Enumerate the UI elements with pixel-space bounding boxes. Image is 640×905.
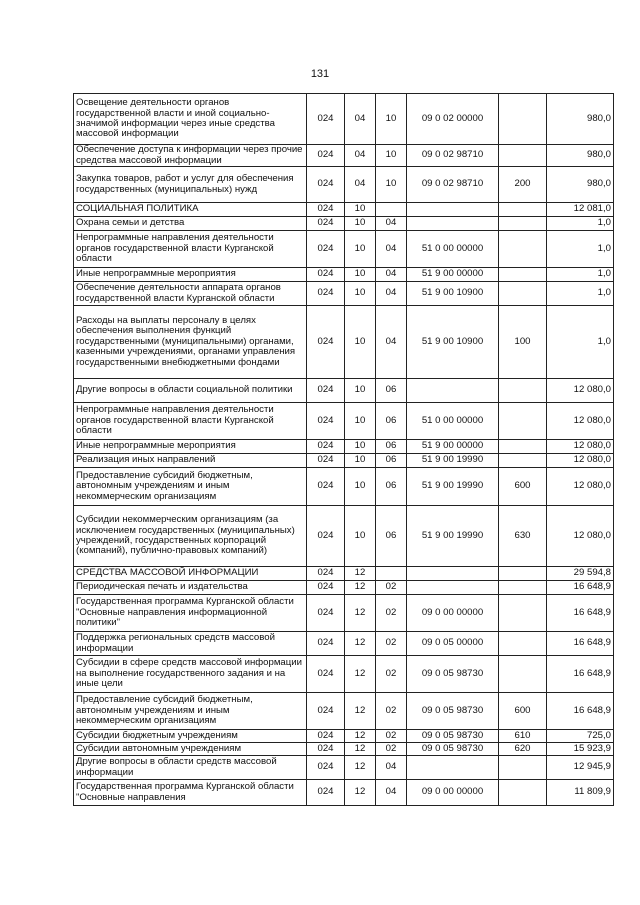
row-name: СОЦИАЛЬНАЯ ПОЛИТИКА: [74, 203, 307, 217]
row-amount: 11 809,9: [547, 780, 614, 806]
row-subsection: 04: [376, 217, 407, 231]
row-expense-type: [499, 231, 547, 268]
row-target-article: 09 0 05 98730: [407, 743, 499, 756]
row-subsection: 04: [376, 756, 407, 780]
row-target-article: 09 0 05 98730: [407, 656, 499, 693]
row-subsection: [376, 567, 407, 581]
row-expense-type: [499, 282, 547, 306]
row-admin-code: 024: [307, 403, 345, 440]
row-section: 10: [345, 282, 376, 306]
row-target-article: 09 0 00 00000: [407, 780, 499, 806]
row-target-article: 09 0 02 00000: [407, 94, 499, 145]
row-expense-type: 100: [499, 306, 547, 379]
row-section: 10: [345, 454, 376, 468]
row-target-article: 51 9 00 19990: [407, 506, 499, 567]
row-target-article: 51 0 00 00000: [407, 403, 499, 440]
row-section: 10: [345, 379, 376, 403]
table-row: [74, 167, 614, 203]
row-expense-type: [499, 454, 547, 468]
row-expense-type: [499, 145, 547, 167]
row-name: Закупка товаров, работ и услуг для обеспечения государственных (муниципальных) нужд: [74, 167, 307, 203]
row-target-article: 51 9 00 19990: [407, 468, 499, 506]
row-section: 10: [345, 217, 376, 231]
row-subsection: 02: [376, 632, 407, 656]
row-section: 10: [345, 468, 376, 506]
row-expense-type: 620: [499, 743, 547, 756]
row-subsection: 10: [376, 94, 407, 145]
row-expense-type: [499, 379, 547, 403]
row-target-article: 09 0 02 98710: [407, 145, 499, 167]
row-amount: 12 080,0: [547, 506, 614, 567]
row-expense-type: [499, 440, 547, 454]
row-admin-code: 024: [307, 454, 345, 468]
row-target-article: 09 0 05 00000: [407, 632, 499, 656]
row-amount: 16 648,9: [547, 632, 614, 656]
row-name: Другие вопросы в области социальной политики: [74, 379, 307, 403]
row-section: 12: [345, 693, 376, 730]
row-subsection: 06: [376, 440, 407, 454]
row-name: Обеспечение деятельности аппарата органов государственной власти Курганской области: [74, 282, 307, 306]
row-subsection: [376, 203, 407, 217]
row-subsection: 06: [376, 454, 407, 468]
row-subsection: 06: [376, 403, 407, 440]
row-target-article: [407, 567, 499, 581]
row-target-article: [407, 203, 499, 217]
row-amount: 12 080,0: [547, 468, 614, 506]
row-amount: 16 648,9: [547, 693, 614, 730]
row-subsection: 04: [376, 780, 407, 806]
table-row: [74, 693, 614, 730]
row-section: 12: [345, 595, 376, 632]
table-row: [74, 217, 614, 231]
row-amount: 1,0: [547, 282, 614, 306]
row-subsection: 04: [376, 231, 407, 268]
row-amount: 12 080,0: [547, 440, 614, 454]
row-name: Поддержка региональных средств массовой информации: [74, 632, 307, 656]
row-section: 12: [345, 780, 376, 806]
row-admin-code: 024: [307, 693, 345, 730]
row-expense-type: 630: [499, 506, 547, 567]
table-row: [74, 506, 614, 567]
row-expense-type: [499, 632, 547, 656]
row-name: Субсидии в сфере средств массовой информации на выполнение государственного задания и на иные цели: [74, 656, 307, 693]
row-admin-code: 024: [307, 217, 345, 231]
row-section: 10: [345, 440, 376, 454]
row-name: Освещение деятельности органов государственной власти и иной социально-значимой информации через иные средства массовой информации: [74, 94, 307, 145]
row-expense-type: [499, 581, 547, 595]
row-subsection: 04: [376, 306, 407, 379]
row-amount: 12 081,0: [547, 203, 614, 217]
row-expense-type: 610: [499, 730, 547, 743]
row-section: 12: [345, 656, 376, 693]
row-section: 10: [345, 203, 376, 217]
row-target-article: 09 0 05 98730: [407, 730, 499, 743]
table-row: [74, 145, 614, 167]
table-row: [74, 632, 614, 656]
row-section: 10: [345, 403, 376, 440]
row-admin-code: 024: [307, 756, 345, 780]
row-amount: 16 648,9: [547, 581, 614, 595]
row-name: Охрана семьи и детства: [74, 217, 307, 231]
row-target-article: 09 0 02 98710: [407, 167, 499, 203]
table-row: [74, 743, 614, 756]
page-number: 131: [310, 68, 330, 80]
row-target-article: 09 0 05 98730: [407, 693, 499, 730]
row-name: Предоставление субсидий бюджетным, автономным учреждениям и иным некоммерческим организациям: [74, 468, 307, 506]
row-admin-code: 024: [307, 282, 345, 306]
row-admin-code: 024: [307, 379, 345, 403]
row-target-article: 51 9 00 19990: [407, 454, 499, 468]
row-expense-type: [499, 94, 547, 145]
row-subsection: 10: [376, 145, 407, 167]
row-subsection: 06: [376, 506, 407, 567]
table-row: [74, 468, 614, 506]
row-target-article: [407, 379, 499, 403]
row-name: Государственная программа Курганской области "Основные направления: [74, 780, 307, 806]
row-subsection: 02: [376, 595, 407, 632]
row-subsection: 02: [376, 693, 407, 730]
table-row: [74, 94, 614, 145]
row-subsection: 04: [376, 282, 407, 306]
table-row: [74, 306, 614, 379]
row-amount: 1,0: [547, 306, 614, 379]
table-row: [74, 756, 614, 780]
row-expense-type: 600: [499, 693, 547, 730]
row-target-article: 51 9 00 10900: [407, 306, 499, 379]
row-name: Предоставление субсидий бюджетным, автономным учреждениям и иным некоммерческим организациям: [74, 693, 307, 730]
row-target-article: 51 0 00 00000: [407, 231, 499, 268]
row-target-article: [407, 756, 499, 780]
row-subsection: 02: [376, 581, 407, 595]
row-admin-code: 024: [307, 145, 345, 167]
row-name: Субсидии бюджетным учреждениям: [74, 730, 307, 743]
row-name: Непрограммные направления деятельности органов государственной власти Курганской области: [74, 231, 307, 268]
row-section: 10: [345, 306, 376, 379]
table-row: [74, 379, 614, 403]
row-subsection: 02: [376, 730, 407, 743]
row-expense-type: [499, 217, 547, 231]
row-admin-code: 024: [307, 743, 345, 756]
row-amount: 1,0: [547, 217, 614, 231]
row-section: 12: [345, 632, 376, 656]
row-admin-code: 024: [307, 440, 345, 454]
row-amount: 980,0: [547, 145, 614, 167]
row-admin-code: 024: [307, 730, 345, 743]
row-expense-type: [499, 780, 547, 806]
row-name: Субсидии автономным учреждениям: [74, 743, 307, 756]
row-amount: 15 923,9: [547, 743, 614, 756]
row-target-article: 51 9 00 00000: [407, 268, 499, 282]
row-section: 04: [345, 167, 376, 203]
row-expense-type: [499, 403, 547, 440]
row-expense-type: [499, 595, 547, 632]
table-row: [74, 203, 614, 217]
row-expense-type: [499, 567, 547, 581]
table-row: [74, 780, 614, 806]
row-subsection: 02: [376, 656, 407, 693]
row-target-article: 51 9 00 00000: [407, 440, 499, 454]
row-expense-type: [499, 203, 547, 217]
row-section: 10: [345, 506, 376, 567]
row-subsection: 10: [376, 167, 407, 203]
table-row: [74, 730, 614, 743]
row-expense-type: [499, 656, 547, 693]
row-admin-code: 024: [307, 468, 345, 506]
row-name: Другие вопросы в области средств массовой информации: [74, 756, 307, 780]
row-section: 10: [345, 268, 376, 282]
row-name: Обеспечение доступа к информации через прочие средства массовой информации: [74, 145, 307, 167]
row-admin-code: 024: [307, 268, 345, 282]
row-amount: 725,0: [547, 730, 614, 743]
row-name: Субсидии некоммерческим организациям (за исключением государственных (муниципальных) учреждений, государственных корпораций (компаний), публично-правовых компаний): [74, 506, 307, 567]
row-name: Непрограммные направления деятельности органов государственной власти Курганской области: [74, 403, 307, 440]
table-row: [74, 268, 614, 282]
budget-table-body: [74, 94, 614, 806]
row-amount: 12 080,0: [547, 403, 614, 440]
row-admin-code: 024: [307, 506, 345, 567]
table-row: [74, 581, 614, 595]
row-name: Реализация иных направлений: [74, 454, 307, 468]
row-amount: 1,0: [547, 231, 614, 268]
row-target-article: 09 0 00 00000: [407, 595, 499, 632]
row-amount: 12 080,0: [547, 379, 614, 403]
row-name: Периодическая печать и издательства: [74, 581, 307, 595]
row-amount: 29 594,8: [547, 567, 614, 581]
budget-table: [73, 93, 614, 806]
row-section: 12: [345, 567, 376, 581]
row-admin-code: 024: [307, 203, 345, 217]
row-subsection: 04: [376, 268, 407, 282]
row-target-article: [407, 217, 499, 231]
row-admin-code: 024: [307, 167, 345, 203]
table-row: [74, 454, 614, 468]
row-target-article: 51 9 00 10900: [407, 282, 499, 306]
row-section: 04: [345, 94, 376, 145]
row-name: Расходы на выплаты персоналу в целях обеспечения выполнения функций государственными (муниципальными) органами, казенными учреждениями, органами управления государственными внебюджетными фондами: [74, 306, 307, 379]
row-admin-code: 024: [307, 306, 345, 379]
table-row: [74, 567, 614, 581]
row-amount: 12 945,9: [547, 756, 614, 780]
row-section: 12: [345, 581, 376, 595]
row-amount: 980,0: [547, 167, 614, 203]
row-name: Иные непрограммные мероприятия: [74, 440, 307, 454]
row-target-article: [407, 581, 499, 595]
row-section: 10: [345, 231, 376, 268]
row-admin-code: 024: [307, 780, 345, 806]
row-name: Государственная программа Курганской области "Основные направления информационной политики": [74, 595, 307, 632]
row-section: 04: [345, 145, 376, 167]
table-row: [74, 282, 614, 306]
table-row: [74, 595, 614, 632]
row-amount: 16 648,9: [547, 656, 614, 693]
row-admin-code: 024: [307, 656, 345, 693]
row-amount: 1,0: [547, 268, 614, 282]
row-amount: 16 648,9: [547, 595, 614, 632]
table-row: [74, 231, 614, 268]
table-row: [74, 403, 614, 440]
row-expense-type: 200: [499, 167, 547, 203]
row-admin-code: 024: [307, 581, 345, 595]
row-admin-code: 024: [307, 632, 345, 656]
row-admin-code: 024: [307, 94, 345, 145]
row-name: СРЕДСТВА МАССОВОЙ ИНФОРМАЦИИ: [74, 567, 307, 581]
row-section: 12: [345, 743, 376, 756]
row-section: 12: [345, 730, 376, 743]
row-expense-type: [499, 268, 547, 282]
row-section: 12: [345, 756, 376, 780]
row-amount: 980,0: [547, 94, 614, 145]
row-expense-type: [499, 756, 547, 780]
row-name: Иные непрограммные мероприятия: [74, 268, 307, 282]
row-admin-code: 024: [307, 231, 345, 268]
row-amount: 12 080,0: [547, 454, 614, 468]
row-admin-code: 024: [307, 595, 345, 632]
row-admin-code: 024: [307, 567, 345, 581]
table-row: [74, 656, 614, 693]
row-expense-type: 600: [499, 468, 547, 506]
row-subsection: 06: [376, 379, 407, 403]
row-subsection: 06: [376, 468, 407, 506]
table-row: [74, 440, 614, 454]
row-subsection: 02: [376, 743, 407, 756]
